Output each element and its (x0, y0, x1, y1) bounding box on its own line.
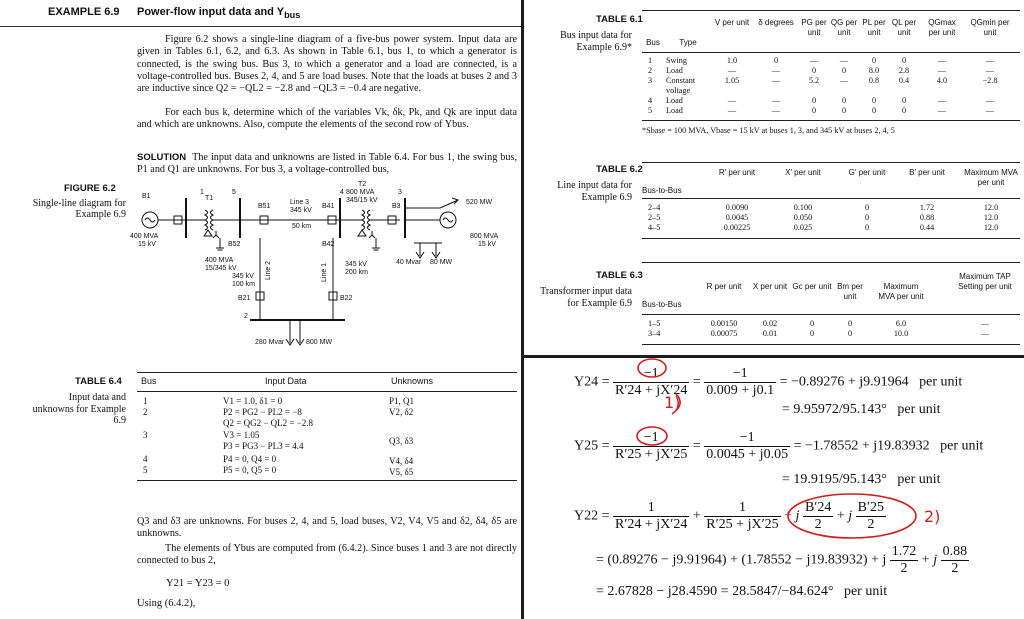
label-280mvar: 280 Mvar (255, 339, 285, 346)
table61-cell: 0 (841, 106, 847, 115)
label-bus1: B1 (142, 193, 151, 200)
table61-cell: Load (666, 96, 683, 105)
table61-cell: — (771, 96, 781, 105)
table64-row-input: V3 = 1.05 (223, 430, 260, 440)
table61-bottom-rule (642, 120, 1020, 121)
table64-row-bus: 2 (143, 407, 148, 417)
annotation-1: 1) (664, 393, 681, 412)
table62-cell: 1.72 (919, 203, 935, 212)
table62-cell: 0.00225 (723, 223, 751, 232)
table61-cell: 2.8 (898, 66, 910, 75)
label-b51: B51 (258, 203, 271, 210)
table64-row-input: V1 = 1.0, δ1 = 0 (223, 396, 283, 406)
label-line2: Line 2 (265, 260, 272, 280)
table63-top-rule (642, 262, 1020, 263)
table61-cell: Constant voltage (666, 76, 696, 95)
table62-cell: 0.44 (919, 223, 935, 232)
table61-cell: — (727, 96, 737, 105)
table64-row-bus: 4 (143, 454, 148, 464)
label-15kv-a: 15 kV (138, 241, 156, 248)
fraction: $\frac{-1}{0.009 + j0.1}$ (706, 366, 775, 398)
fraction: $\frac{B'25}{2}$ (857, 500, 885, 532)
table61-caption: Bus input data for Example 6.9* (560, 30, 632, 53)
table63-cell: 1–5 (648, 319, 661, 328)
label-345kv-a: 345 kV (290, 207, 312, 214)
table61-cell: — (937, 96, 947, 105)
label-line1: Line 1 (321, 262, 328, 282)
table61-cell: — (727, 66, 737, 75)
label-80mw: 80 MW (430, 259, 453, 266)
fraction: $\frac{0.88}{2}$ (942, 544, 968, 576)
table64-row-input: P4 = 0, Q4 = 0 (223, 454, 277, 464)
label-345kv-b: 345 kV (232, 273, 254, 280)
table64-row-input: Q2 = QG2 − QL2 = −2.8 (223, 418, 314, 428)
table62-cell: 12.0 (983, 213, 999, 222)
table63-header: X per unit (752, 282, 788, 291)
table61-cell: 0.8 (868, 76, 880, 85)
table61-header: V per unit (714, 18, 750, 27)
fraction: $\frac{-1}{R'24 + jX'24}$ (615, 366, 688, 398)
label-100km: 100 km (232, 281, 255, 288)
table61-cell: 3 (648, 76, 653, 85)
equation-y25: Y25 = $\frac{-1}{R'25 + jX'25}$ = $\frac{-1}{0.0045 + j0.05}$ = −1.78552 + j19.83932 per unit (574, 430, 984, 462)
table61-cell: — (771, 76, 781, 85)
table63-label: TABLE 6.3 (596, 270, 643, 281)
table62-cell: 0 (864, 213, 870, 222)
table62-cell: 0.0045 (725, 213, 749, 222)
table62-top-rule (642, 162, 1020, 163)
table63-cell: — (980, 329, 990, 338)
table63-cell: 0.02 (762, 319, 778, 328)
table61-cell: 5.2 (808, 76, 820, 85)
table64-row-input: P3 = PG3 − PL3 = 4.4 (223, 441, 304, 451)
label-50km: 50 km (292, 223, 312, 230)
table61-cell: — (985, 66, 995, 75)
example-number: EXAMPLE 6.9 (48, 6, 120, 18)
label-t2: T2 (358, 181, 367, 188)
table61-header: QGmin per unit (970, 18, 1010, 37)
table61-cell: — (771, 106, 781, 115)
table64-label: TABLE 6.4 (75, 376, 122, 387)
table61-cell: 0 (773, 56, 779, 65)
table61-cell: 0 (901, 96, 907, 105)
label-40mvar: 40 Mvar (396, 259, 422, 266)
paragraph-task: For each bus k, determine which of the variables Vk, δk, Pk, and Qk are input data and which are unknowns. Also, compute the elements of the second row of Ybus. (137, 107, 517, 131)
table63-cell: 6.0 (895, 319, 907, 328)
using-text: Using (6.4.2), (137, 598, 196, 609)
annotation-circle (637, 427, 667, 445)
label-b21: B21 (238, 295, 251, 302)
table62-header: R′ per unit (718, 168, 756, 177)
label-node5: 5 (232, 189, 236, 196)
table61-cell: 0 (841, 96, 847, 105)
table61-header: QG per unit (830, 18, 858, 37)
table61-cell: — (985, 106, 995, 115)
figure-caption: Single-line diagram for Example 6.9 (32, 198, 126, 220)
table61-cell: Swing (666, 56, 687, 65)
table62-cell: 0.025 (793, 223, 813, 232)
annotation-2: 2) (924, 507, 941, 526)
table61-header: PL per unit (862, 18, 886, 37)
label-b41: B41 (322, 203, 335, 210)
label-520mw: 520 MW (466, 199, 493, 206)
table63-header: Maximum TAP Setting per unit (958, 272, 1012, 291)
label-b42: B42 (322, 241, 335, 248)
table61-header: Bus (646, 38, 660, 47)
paragraph-solution: SOLUTION The input data and unknowns are listed in Table 6.4. For bus 1, the swing bus, P1 and Q1 are unknowns. For bus 3, a voltage-controlled bus, (137, 152, 517, 176)
example-title: Power-flow input data and $Y_{bus}$ (137, 6, 301, 21)
table61-cell: −2.8 (982, 76, 998, 85)
equation-y24-polar: = 9.95972/95.143° per unit (782, 402, 941, 417)
table61-header: PG per unit (801, 18, 827, 37)
table63-header: Bm per unit (837, 282, 863, 301)
equation-y22: Y22 = $\frac{1}{R'24 + jX'24}$ + $\frac{1}{R'25 + jX'25}$ + j $\frac{B'24}{2}$ + j $\frac{B'25}{2}$ (574, 500, 885, 532)
table62-cell: 0.100 (793, 203, 813, 212)
table62-header: B′ per unit (909, 168, 945, 177)
table63-cell: 0.01 (762, 329, 778, 338)
table62-cell: 0.050 (793, 213, 813, 222)
table61-cell: 0 (811, 96, 817, 105)
table64-row-input: P5 = 0, Q5 = 0 (223, 465, 277, 475)
table62-header: G′ per unit (848, 168, 886, 177)
table64-row-unknown: Q3, δ3 (389, 436, 414, 446)
table61-cell: 4 (648, 96, 653, 105)
label-400mva-b: 400 MVA (205, 257, 234, 264)
table61-cell: 0 (871, 96, 877, 105)
fraction: $\frac{1}{R'25 + jX'25}$ (706, 500, 779, 532)
equation-y21: Y21 = Y23 = 0 (166, 578, 230, 589)
equation-y25-polar: = 19.9195/95.143° per unit (782, 472, 941, 487)
table61-header-rule (642, 52, 1020, 53)
table63-caption: Transformer input data for Example 6.9 (540, 286, 632, 309)
table64-row-input: P2 = PG2 − PL2 = −8 (223, 407, 302, 417)
table62-cell: 0 (864, 203, 870, 212)
table61-cell: Load (666, 106, 683, 115)
equation-y22-result: = 2.67828 − j28.4590 = 28.5847/−84.624° per unit (596, 584, 888, 599)
table61-cell: 1 (648, 56, 653, 65)
table61-cell: 1.0 (726, 56, 738, 65)
table63-header-rule (642, 314, 1020, 315)
table61-cell: — (839, 76, 849, 85)
table63-cell: 0 (847, 319, 853, 328)
bottom-right-notes (524, 358, 1024, 619)
label-node3: 3 (398, 189, 402, 196)
table61-header: QL per unit (891, 18, 917, 37)
table62-header: X′ per unit (785, 168, 821, 177)
table64-row-unknown: V2, δ2 (389, 407, 414, 417)
table62-cell: 0.88 (919, 213, 935, 222)
single-line-diagram (0, 178, 521, 363)
table61-cell: — (839, 56, 849, 65)
table64-header-bus: Bus (141, 376, 157, 386)
fraction: $\frac{B'24}{2}$ (804, 500, 832, 532)
table63-cell: 0.00150 (710, 319, 738, 328)
label-b22: B22 (340, 295, 353, 302)
table62-header-rule (642, 198, 1020, 199)
label-node4: 4 (340, 189, 344, 196)
table61-cell: — (771, 66, 781, 75)
table64-caption: Input data and unknowns for Example 6.9 (32, 392, 126, 426)
table61-cell: 0 (841, 66, 847, 75)
label-b3: B3 (392, 203, 401, 210)
table64-row-bus: 5 (143, 465, 148, 475)
fraction: $\frac{1}{R'24 + jX'24}$ (615, 500, 688, 532)
red-annotations (524, 358, 1024, 619)
table63-cell: — (980, 319, 990, 328)
label-800mw: 800 MW (306, 339, 333, 346)
label-345kv-c: 345 kV (345, 261, 367, 268)
table63-cell: 0 (847, 329, 853, 338)
paragraph-unknowns: Q3 and δ3 are unknowns. For buses 2, 4, and 5, load buses, V2, V4, V5 and δ2, δ4, δ5 are unknowns. (137, 516, 517, 540)
table61-cell: 0.4 (898, 76, 910, 85)
table62-label: TABLE 6.2 (596, 164, 643, 175)
top-right-page (524, 0, 1024, 355)
table61-cell: — (809, 56, 819, 65)
table62-caption: Line input data for Example 6.9 (557, 180, 632, 203)
table61-cell: 0 (871, 56, 877, 65)
table63-cell: 3–4 (648, 329, 661, 338)
equation-y24: Y24 = $\frac{-1}{R'24 + jX'24}$ = $\frac{-1}{0.009 + j0.1}$ = −0.89276 + j9.91964 per unit (574, 366, 963, 398)
fraction: $\frac{1.72}{2}$ (891, 544, 917, 576)
table64-row-unknown: V5, δ5 (389, 467, 414, 477)
table63-header: Bus-to-Bus (642, 300, 682, 309)
label-b52: B52 (228, 241, 241, 248)
table64-header-unknowns: Unknowns (391, 376, 434, 386)
table61-cell: — (727, 106, 737, 115)
table61-header: δ degrees (758, 18, 794, 27)
table64-row-unknown: P1, Q1 (389, 396, 415, 406)
label-200km: 200 km (345, 269, 368, 276)
table61-cell: — (985, 56, 995, 65)
table61-cell: — (985, 96, 995, 105)
table63-cell: 0 (809, 329, 815, 338)
label-800mva: 800 MVA (346, 189, 375, 196)
table64-row-bus: 1 (143, 396, 148, 406)
annotation-circle (638, 359, 666, 377)
annotation-circle (788, 494, 916, 538)
table62-cell: 0.0090 (725, 203, 749, 212)
table62-cell: 12.0 (983, 203, 999, 212)
label-345-15kv: 345/15 kV (346, 197, 378, 204)
table63-cell: 10.0 (893, 329, 909, 338)
label-400mva: 400 MVA (130, 233, 159, 240)
table61-cell: 0 (871, 106, 877, 115)
equation-y22-line2: = (0.89276 − j9.91964) + (1.78552 − j19.83932) + j $\frac{1.72}{2}$ + j $\frac{0.88}{2}$ (596, 544, 968, 576)
table64-row-bus: 3 (143, 430, 148, 440)
paragraph-ybus: The elements of Ybus are computed from (6.4.2). Since buses 1 and 3 are not directly connected to bus 2, (137, 543, 517, 567)
table62-bottom-rule (642, 238, 1020, 239)
table61-cell: 2 (648, 66, 653, 75)
table63-cell: 0.00075 (710, 329, 738, 338)
table61-footnote: *Sbase = 100 MVA, Vbase = 15 kV at buses 1, 3, and 345 kV at buses 2, 4, 5 (642, 126, 895, 135)
table61-cell: 5 (648, 106, 653, 115)
table62-cell: 12.0 (983, 223, 999, 232)
table63-header: R per unit (706, 282, 742, 291)
table61-top-rule (642, 10, 1020, 11)
table61-cell: 8.0 (868, 66, 880, 75)
table64-row-unknown: V4, δ4 (389, 456, 414, 466)
table61-cell: Load (666, 66, 683, 75)
table61-label: TABLE 6.1 (596, 14, 643, 25)
table63-header: Maximum MVA per unit (878, 282, 924, 301)
table61-cell: 4.0 (936, 76, 948, 85)
table63-header: Gc per unit (792, 282, 832, 291)
fraction: $\frac{-1}{0.0045 + j0.05}$ (706, 430, 789, 462)
table64-bottom-rule (137, 480, 517, 481)
label-node1: 1 (200, 189, 204, 196)
table61-cell: — (937, 56, 947, 65)
paragraph-intro: Figure 6.2 shows a single-line diagram of a five-bus power system. Input data are given in Tables 6.1, 6.2, and 6.3. As shown in Table 6.1, bus 1, to which a generator is connected, is the swing bus. Bus 3, to which a generator and a load are connected, is a voltage-controlled bus. Buses 2, 4, and 5 are load buses. Note that the loads at buses 2 and 3 are inductive since Q2 = −QL2 = −2.8 and −QL3 = −0.4 are negative. (137, 34, 517, 95)
table64-header (137, 372, 517, 392)
figure-label: FIGURE 6.2 (64, 183, 116, 194)
table62-cell: 4–5 (648, 223, 661, 232)
label-800mva-b: 800 MVA (470, 233, 499, 240)
table61-header: QGmax per unit (928, 18, 956, 37)
fraction: $\frac{-1}{R'25 + jX'25}$ (615, 430, 688, 462)
label-t1: T1 (205, 195, 214, 202)
table61-header: Type (679, 38, 697, 47)
label-line3: Line 3 (290, 199, 310, 206)
table63-cell: 0 (809, 319, 815, 328)
label-15-345kv: 15/345 kV (205, 265, 237, 272)
table62-cell: 0 (864, 223, 870, 232)
table62-header: Maximum MVA per unit (964, 168, 1018, 187)
table64-header-input: Input Data (265, 376, 307, 386)
table61-cell: — (937, 106, 947, 115)
table61-cell: 0 (901, 56, 907, 65)
solution-heading: SOLUTION (137, 152, 187, 163)
table61-cell: — (937, 66, 947, 75)
table62-cell: 2–4 (648, 203, 661, 212)
table61-cell: 1.05 (724, 76, 740, 85)
table61-cell: 0 (811, 106, 817, 115)
table62-header: Bus-to-Bus (642, 186, 682, 195)
table62-cell: 2–5 (648, 213, 661, 222)
table63-bottom-rule (642, 344, 1020, 345)
label-15kv-b: 15 kV (478, 241, 496, 248)
table61-cell: 0 (901, 106, 907, 115)
table61-cell: 0 (811, 66, 817, 75)
label-node2: 2 (244, 313, 248, 320)
